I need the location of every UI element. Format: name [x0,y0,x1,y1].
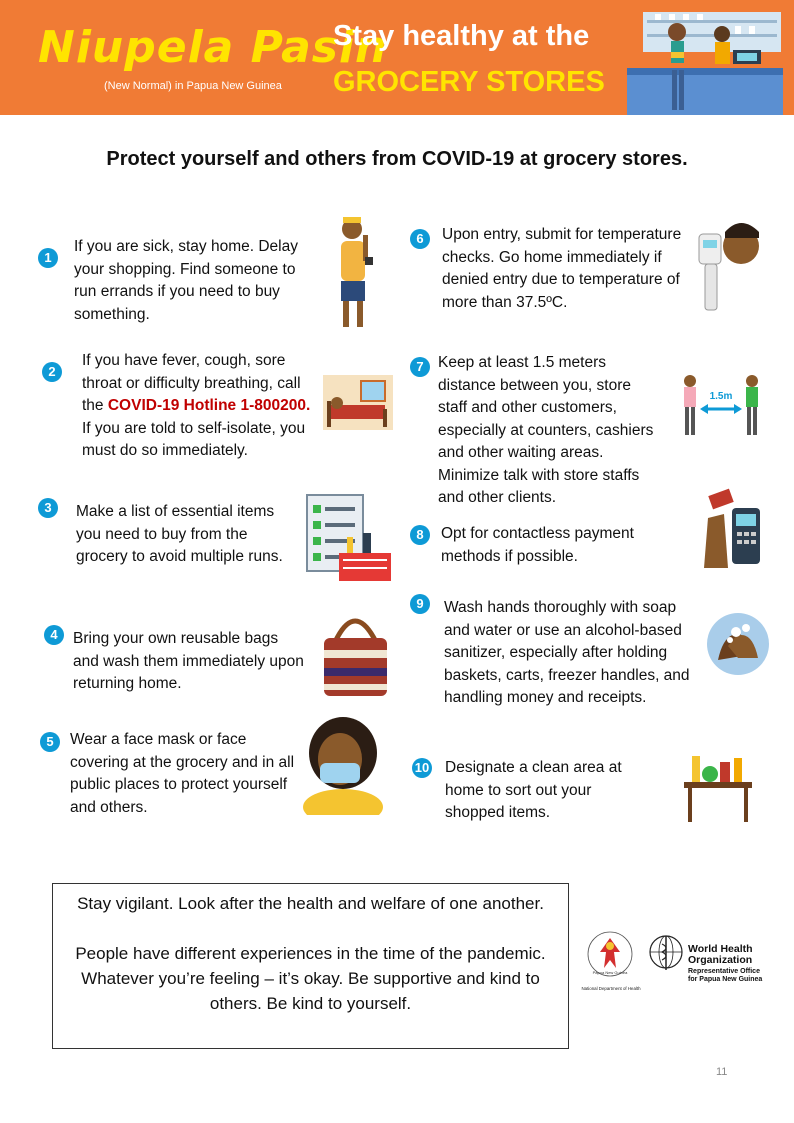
item-8-number: 8 [410,525,430,545]
sick-in-bed-icon [323,375,393,430]
ndoh-logo [581,932,641,991]
bilum-bag-icon [318,610,393,698]
main-heading: Protect yourself and others from COVID-19 at grocery stores. [106,148,688,170]
item-3-number: 3 [38,498,58,518]
contactless-payment-icon [702,488,762,570]
item-1-text: If you are sick, stay home. Delay your shopping. Find someone to run errands if you need to buy something. [74,238,298,323]
social-distance-icon [680,373,765,438]
who-name-line1: World Health [688,943,753,955]
item-3-text: Make a list of essential items you need to buy from the grocery to avoid multiple runs. [76,503,283,565]
item-8-text: Opt for contactless payment methods if possible. [441,525,634,565]
item-1-number: 1 [38,248,58,268]
header-title-line1: Stay healthy at the [333,20,590,52]
header-title-line2: GROCERY STORES [333,66,605,98]
item-6-number: 6 [410,229,430,249]
sick-man-icon [325,213,380,333]
shopping-list-icon [305,493,395,583]
ndoh-caption: National Department of Health [581,986,641,991]
item-5-text: Wear a face mask or face covering at the grocery and in all public places to protect yourself and others. [70,731,295,816]
item-7-number: 7 [410,357,430,377]
notice-box [52,883,569,1049]
header-banner [0,0,794,115]
item-10-number: 10 [412,758,432,778]
thermometer-gun-icon [697,220,762,312]
who-name-line2: Organization [688,954,753,966]
png-ring-label: Papua New Guinea [592,970,628,975]
item-2-number: 2 [42,362,62,382]
brand-title: Niupela Pasin [38,22,388,73]
distance-label: 1.5m [709,391,733,402]
item-2-text-after: If you are told to self-isolate, you must do so immediately. [82,419,306,459]
item-9-number: 9 [410,594,430,614]
masked-woman-icon [298,715,388,815]
item-9-text: Wash hands thoroughly with soap and water or use an alcohol-based sanitizer, especially after holding baskets, carts, freezer handles, and handling money and receipts. [444,599,690,706]
item-2-text-before: If you have fever, cough, sore throat or difficulty breathing, call the [82,352,301,414]
grocery-store-illustration [625,10,785,115]
item-7-text: Keep at least 1.5 meters distance between you, store staff and other customers, especially at counters, cashiers and other waiting areas. Minimize talk with store staffs and other clients. [438,354,654,506]
notice-paragraph-2: People have different experiences in the time of the pandemic. Whatever you’re feeling – it’s okay. Be supportive and kind to others. Be kind to yourself. [75,944,546,1013]
item-6-text: Upon entry, submit for temperature checks. Go home immediately if denied entry due to temperature of more than 37.5ºC. [442,226,682,311]
item-10-text: Designate a clean area at home to sort out your shopped items. [445,759,622,821]
notice-paragraph-1: Stay vigilant. Look after the health and welfare of one another. [77,894,544,913]
who-office-line1: Representative Office [688,968,760,975]
item-4-number: 4 [44,625,64,645]
page-number: 11 [716,1066,728,1078]
partner-logos [580,930,770,995]
who-logo [650,936,762,983]
brand-subtitle: (New Normal) in Papua New Guinea [104,80,282,92]
item-5-number: 5 [40,732,60,752]
item-2-text [82,350,314,463]
groceries-table-icon [682,752,754,824]
who-office-line2: for Papua New Guinea [688,976,763,983]
item-4-text: Bring your own reusable bags and wash them immediately upon returning home. [73,630,304,692]
covid-hotline: COVID-19 Hotline 1-800200. [107,397,311,414]
hand-washing-icon [706,612,770,676]
